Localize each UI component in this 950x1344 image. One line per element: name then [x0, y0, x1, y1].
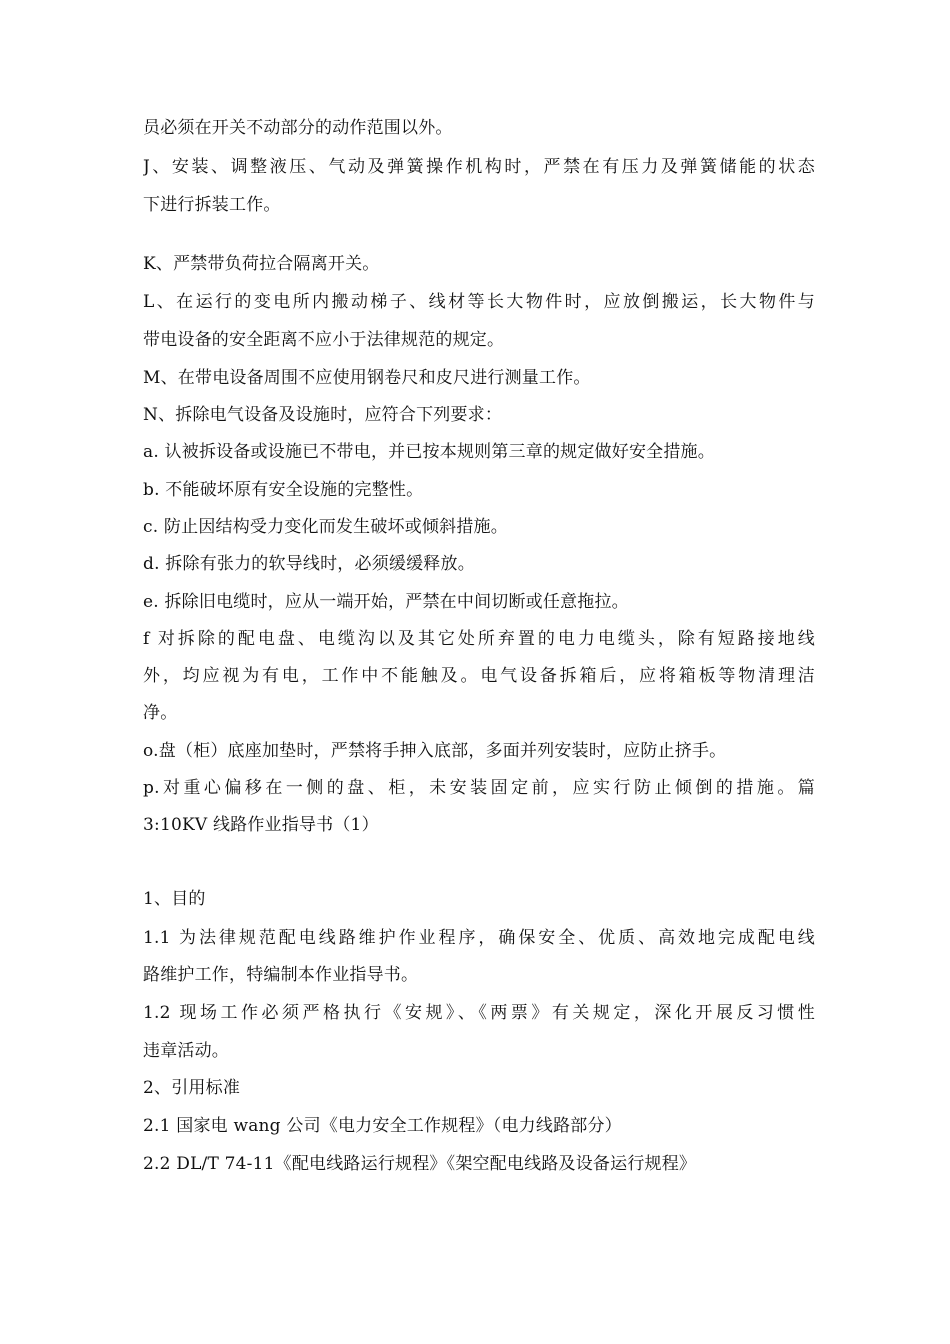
text-line: 1.1 为法律规范配电线路维护作业程序，确保安全、优质、高效地完成配电线 [143, 928, 815, 948]
text-line: 2.2 DL/T 74-11《配电线路运行规程》《架空配电线路及设备运行规程》 [143, 1154, 697, 1174]
text-line: 净。 [143, 703, 178, 723]
text-line: b. 不能破坏原有安全设施的完整性。 [143, 480, 424, 500]
text-line: a. 认被拆设备或设施已不带电，并已按本规则第三章的规定做好安全措施。 [143, 442, 715, 462]
text-line: f 对拆除的配电盘、电缆沟以及其它处所弃置的电力电缆头，除有短路接地线 [143, 629, 815, 649]
text-line: 外，均应视为有电，工作中不能触及。电气设备拆箱后，应将箱板等物清理洁 [143, 666, 815, 686]
text-line: d. 拆除有张力的软导线时，必须缓缓释放。 [143, 554, 475, 574]
text-line: 2.1 国家电 wang 公司《电力安全工作规程》（电力线路部分） [143, 1116, 622, 1136]
text-line: 3:10KV 线路作业指导书（1） [143, 815, 379, 835]
text-line: 下进行拆装工作。 [143, 195, 281, 215]
section-heading: 2、引用标准 [143, 1078, 241, 1098]
text-line: J、安装、调整液压、气动及弹簧操作机构时，严禁在有压力及弹簧储能的状态 [143, 157, 815, 177]
text-line: N、拆除电气设备及设施时，应符合下列要求： [143, 405, 503, 425]
text-line: c. 防止因结构受力变化而发生破坏或倾斜措施。 [143, 517, 508, 537]
text-line: K、严禁带负荷拉合隔离开关。 [143, 254, 380, 274]
text-line: L、在运行的变电所内搬动梯子、线材等长大物件时，应放倒搬运，长大物件与 [143, 292, 815, 312]
text-line: 1.2 现场工作必须严格执行《安规》、《两票》有关规定，深化开展反习惯性 [143, 1003, 815, 1023]
text-line: 违章活动。 [143, 1041, 229, 1061]
section-heading: 1、目的 [143, 889, 206, 909]
text-line: e. 拆除旧电缆时，应从一端开始，严禁在中间切断或任意拖拉。 [143, 592, 629, 612]
text-line: M、在带电设备周围不应使用钢卷尺和皮尺进行测量工作。 [143, 368, 591, 388]
text-line: 带电设备的安全距离不应小于法律规范的规定。 [143, 330, 505, 350]
text-line: o.盘（柜）底座加垫时，严禁将手抻入底部，多面并列安装时，应防止挤手。 [143, 741, 727, 761]
text-line: 路维护工作，特编制本作业指导书。 [143, 965, 419, 985]
text-line: p.对重心偏移在一侧的盘、柜，未安装固定前，应实行防止倾倒的措施。篇 [143, 778, 815, 798]
text-line: 员必须在开关不动部分的动作范围以外。 [143, 118, 453, 138]
